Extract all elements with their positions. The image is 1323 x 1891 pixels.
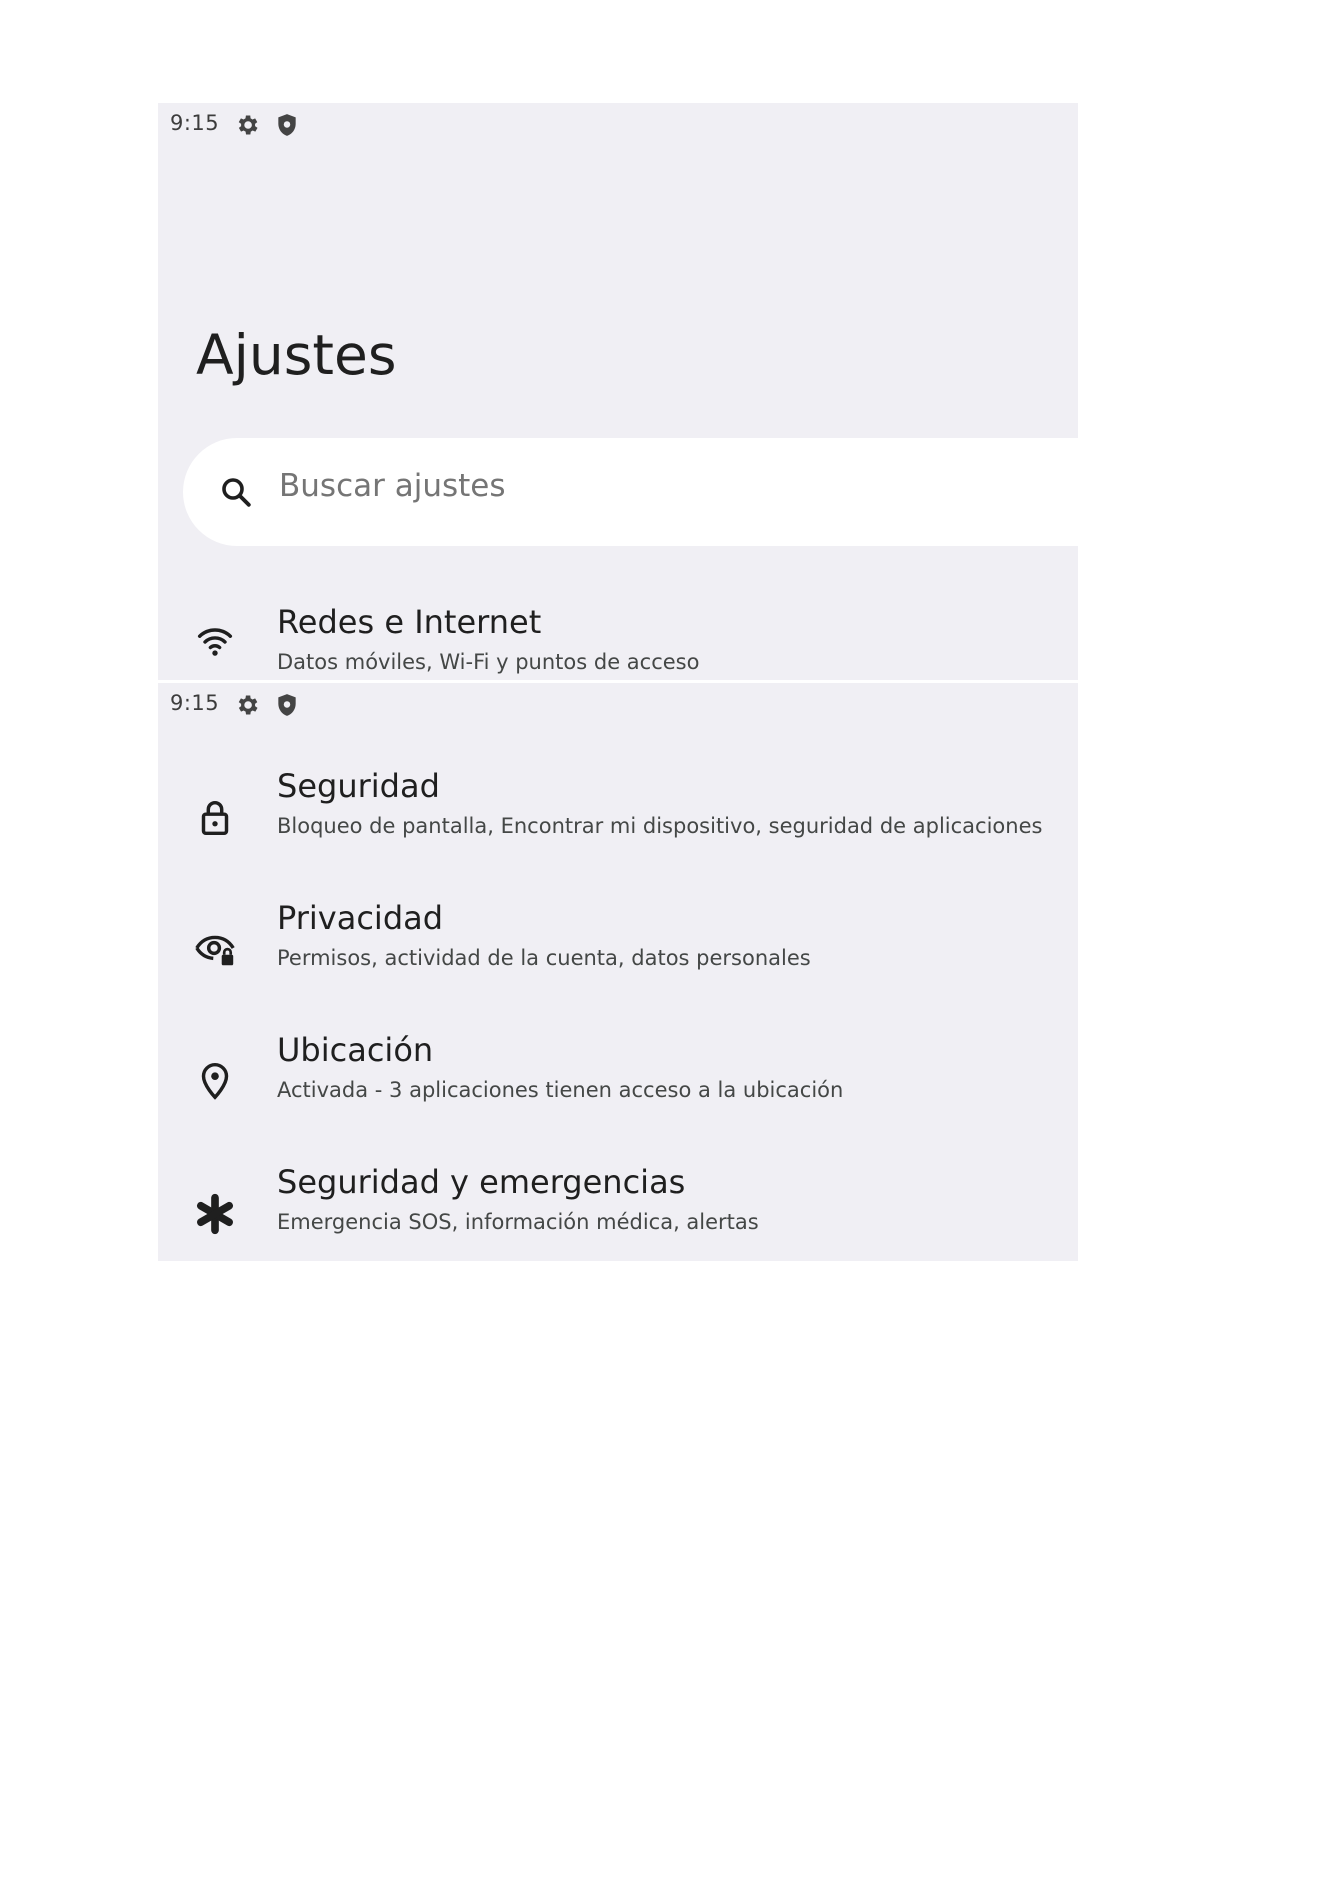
item-subtitle: Bloqueo de pantalla, Encontrar mi dispositivo, seguridad de aplicaciones <box>277 814 1043 838</box>
item-subtitle: Datos móviles, Wi-Fi y puntos de acceso <box>277 650 700 674</box>
item-title: Seguridad <box>277 767 440 805</box>
settings-item-security[interactable] <box>158 753 1078 873</box>
status-time: 9:15 <box>170 111 220 135</box>
privacy-eye-icon <box>192 925 238 971</box>
item-title: Redes e Internet <box>277 603 542 641</box>
item-title: Seguridad y emergencias <box>277 1163 686 1201</box>
settings-screenshot-top <box>158 103 1078 680</box>
item-title: Ubicación <box>277 1031 434 1069</box>
gear-icon <box>234 112 260 138</box>
settings-screenshot-bottom <box>158 683 1078 1261</box>
search-bar[interactable] <box>183 438 1078 546</box>
wifi-icon <box>192 618 238 664</box>
item-subtitle: Emergencia SOS, información médica, alertas <box>277 1210 759 1234</box>
lock-icon <box>192 795 238 841</box>
status-time: 9:15 <box>170 691 220 715</box>
search-icon <box>218 474 254 510</box>
status-bar <box>158 103 1078 143</box>
search-input[interactable] <box>279 468 879 504</box>
asterisk-icon <box>192 1191 238 1237</box>
status-bar <box>158 683 1078 723</box>
item-title: Privacidad <box>277 899 444 937</box>
item-subtitle: Activada - 3 aplicaciones tienen acceso a la ubicación <box>277 1078 844 1102</box>
shield-icon <box>274 692 300 718</box>
page-title: Ajustes <box>196 323 397 387</box>
shield-icon <box>274 112 300 138</box>
settings-item-network[interactable] <box>158 593 1078 680</box>
settings-item-location[interactable] <box>158 1017 1078 1137</box>
item-subtitle: Permisos, actividad de la cuenta, datos personales <box>277 946 811 970</box>
settings-item-privacy[interactable] <box>158 885 1078 1005</box>
location-pin-icon <box>192 1057 238 1103</box>
gear-icon <box>234 692 260 718</box>
settings-item-safety-emergency[interactable] <box>158 1149 1078 1261</box>
